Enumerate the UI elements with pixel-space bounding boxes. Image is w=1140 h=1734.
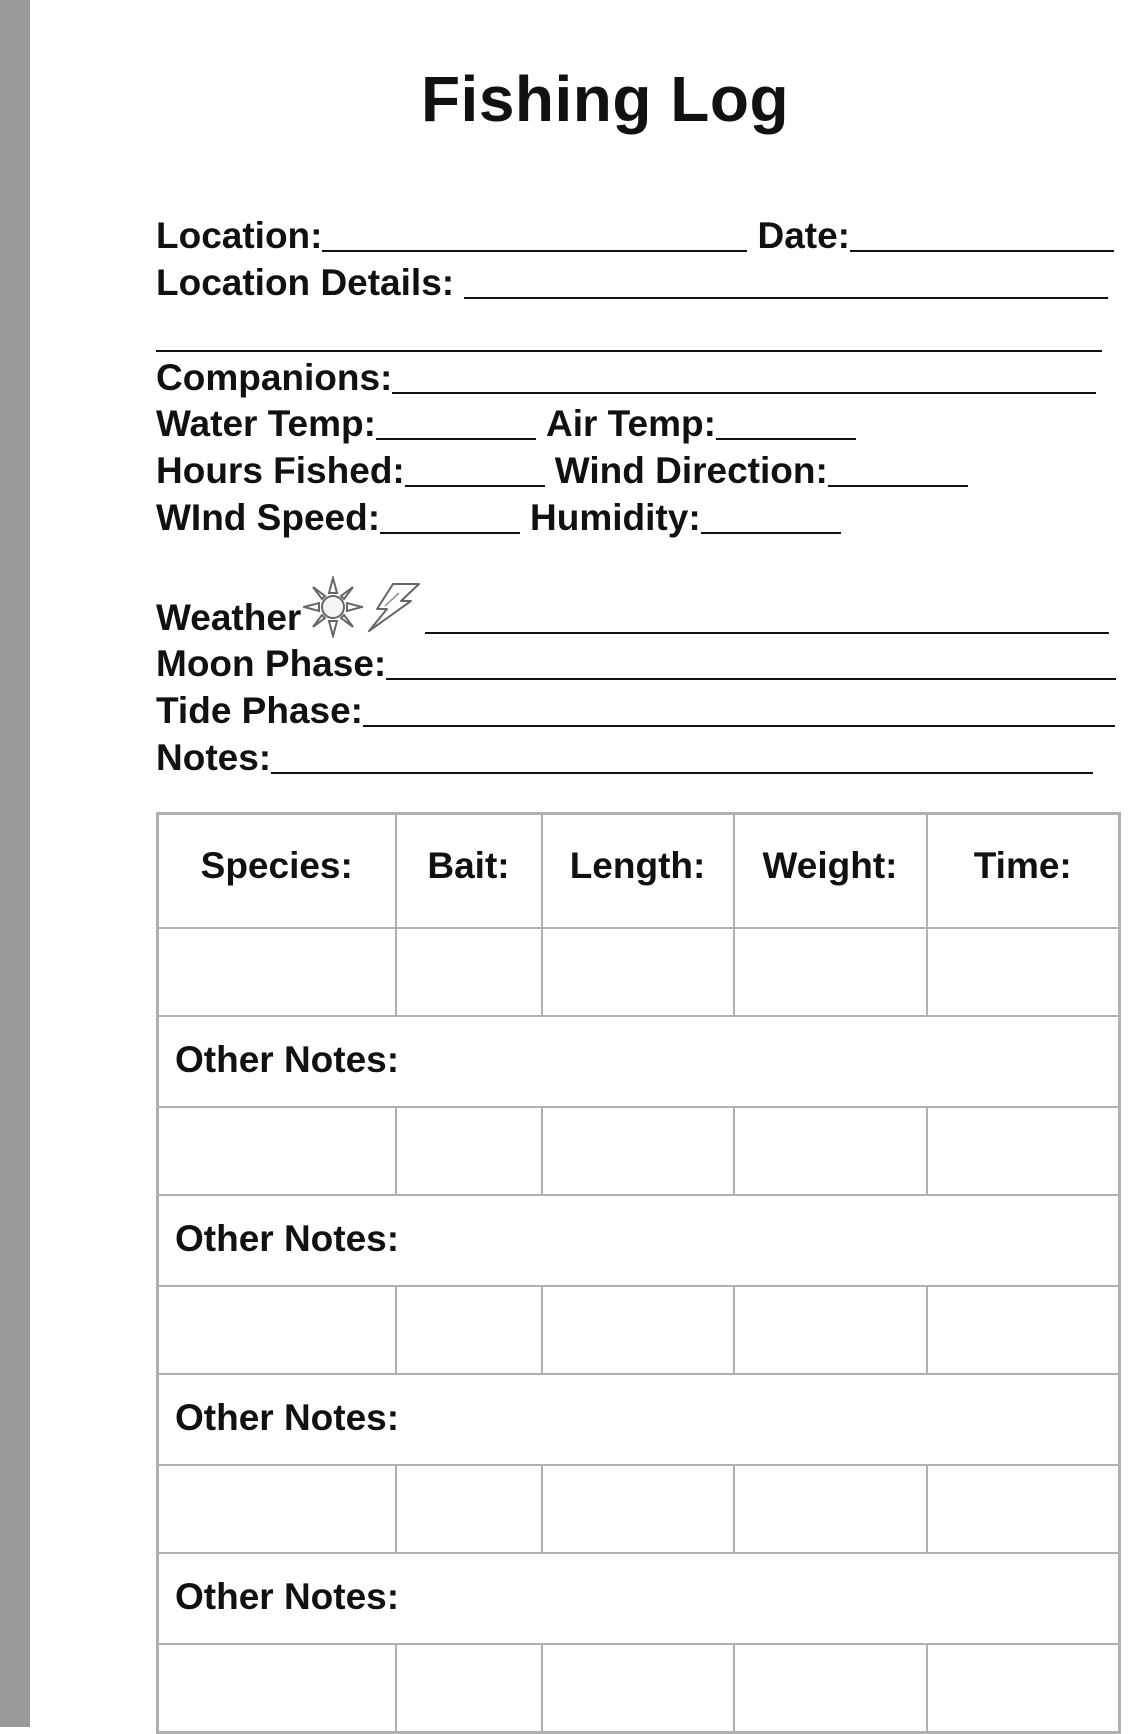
time-cell[interactable] bbox=[927, 1286, 1120, 1374]
date-label: Date: bbox=[757, 215, 851, 256]
wind-direction-label: Wind Direction: bbox=[554, 450, 828, 491]
weight-header: Weight: bbox=[734, 814, 927, 929]
sun-icon bbox=[303, 576, 363, 638]
weight-cell[interactable] bbox=[734, 1644, 927, 1733]
table-row bbox=[158, 928, 1120, 1016]
water-air-temp-row bbox=[156, 400, 856, 444]
table-row bbox=[158, 1286, 1120, 1374]
time-cell[interactable] bbox=[927, 928, 1120, 1016]
tide-phase-label: Tide Phase: bbox=[156, 690, 364, 731]
other-notes-cell[interactable]: Other Notes: bbox=[158, 1374, 1120, 1465]
other-notes-row bbox=[158, 1374, 1120, 1465]
tide-phase-field[interactable] bbox=[363, 691, 1115, 727]
humidity-label: Humidity: bbox=[530, 497, 701, 538]
location-details-label: Location Details: bbox=[156, 262, 455, 303]
location-details-continuation-field[interactable] bbox=[156, 350, 1102, 352]
other-notes-cell[interactable]: Other Notes: bbox=[158, 1195, 1120, 1286]
time-cell[interactable] bbox=[927, 1644, 1120, 1733]
weather-field[interactable] bbox=[425, 598, 1109, 634]
other-notes-cell[interactable]: Other Notes: bbox=[158, 1016, 1120, 1107]
page-margin-bar bbox=[0, 0, 30, 1727]
bait-cell[interactable] bbox=[396, 1286, 542, 1374]
humidity-field[interactable] bbox=[701, 498, 841, 534]
hours-wind-direction-row bbox=[156, 447, 968, 491]
moon-phase-field[interactable] bbox=[386, 644, 1116, 680]
companions-row bbox=[156, 354, 1096, 398]
bait-cell[interactable] bbox=[396, 1465, 542, 1553]
weather-label: Weather bbox=[156, 597, 302, 638]
wind-speed-field[interactable] bbox=[380, 498, 520, 534]
bait-cell[interactable] bbox=[396, 1107, 542, 1195]
other-notes-cell[interactable]: Other Notes: bbox=[158, 1553, 1120, 1644]
weight-cell[interactable] bbox=[734, 1465, 927, 1553]
bait-cell[interactable] bbox=[396, 928, 542, 1016]
lightning-icon bbox=[363, 581, 421, 633]
water-temp-label: Water Temp: bbox=[156, 403, 376, 444]
location-details-field[interactable] bbox=[464, 263, 1108, 299]
time-cell[interactable] bbox=[927, 1465, 1120, 1553]
length-cell[interactable] bbox=[542, 1107, 734, 1195]
table-row bbox=[158, 1644, 1120, 1733]
weight-cell[interactable] bbox=[734, 1286, 927, 1374]
fishing-log-page bbox=[30, 0, 1140, 1727]
species-header: Species: bbox=[158, 814, 396, 929]
time-header: Time: bbox=[927, 814, 1120, 929]
location-field[interactable] bbox=[322, 216, 747, 252]
time-cell[interactable] bbox=[927, 1107, 1120, 1195]
moon-phase-row bbox=[156, 640, 1116, 684]
air-temp-field[interactable] bbox=[716, 404, 856, 440]
length-header: Length: bbox=[542, 814, 734, 929]
table-row bbox=[158, 1107, 1120, 1195]
bait-header: Bait: bbox=[396, 814, 542, 929]
location-label: Location: bbox=[156, 215, 323, 256]
moon-phase-label: Moon Phase: bbox=[156, 643, 387, 684]
table-header-row bbox=[158, 814, 1120, 929]
water-temp-field[interactable] bbox=[376, 404, 536, 440]
length-cell[interactable] bbox=[542, 1286, 734, 1374]
hours-fished-label: Hours Fished: bbox=[156, 450, 405, 491]
length-cell[interactable] bbox=[542, 928, 734, 1016]
species-cell[interactable] bbox=[158, 928, 396, 1016]
species-cell[interactable] bbox=[158, 1107, 396, 1195]
companions-label: Companions: bbox=[156, 357, 393, 398]
hours-fished-field[interactable] bbox=[405, 451, 545, 487]
page-title: Fishing Log bbox=[420, 63, 790, 135]
wind-speed-label: WInd Speed: bbox=[156, 497, 381, 538]
length-cell[interactable] bbox=[542, 1465, 734, 1553]
catch-table bbox=[156, 812, 1121, 1734]
length-cell[interactable] bbox=[542, 1644, 734, 1733]
wind-direction-field[interactable] bbox=[828, 451, 968, 487]
wind-speed-humidity-row bbox=[156, 494, 841, 538]
location-details-row bbox=[156, 259, 1108, 303]
other-notes-row bbox=[158, 1016, 1120, 1107]
location-date-row bbox=[156, 212, 1114, 256]
bait-cell[interactable] bbox=[396, 1644, 542, 1733]
weight-cell[interactable] bbox=[734, 928, 927, 1016]
weight-cell[interactable] bbox=[734, 1107, 927, 1195]
tide-phase-row bbox=[156, 687, 1115, 731]
notes-row bbox=[156, 734, 1093, 778]
other-notes-row bbox=[158, 1553, 1120, 1644]
table-row bbox=[158, 1465, 1120, 1553]
other-notes-row bbox=[158, 1195, 1120, 1286]
species-cell[interactable] bbox=[158, 1286, 396, 1374]
air-temp-label: Air Temp: bbox=[545, 403, 716, 444]
weather-icons bbox=[303, 576, 421, 638]
species-cell[interactable] bbox=[158, 1644, 396, 1733]
notes-label: Notes: bbox=[156, 737, 272, 778]
species-cell[interactable] bbox=[158, 1465, 396, 1553]
notes-field[interactable] bbox=[271, 738, 1093, 774]
weather-row bbox=[156, 578, 1109, 638]
companions-field[interactable] bbox=[392, 358, 1096, 394]
date-field[interactable] bbox=[850, 216, 1114, 252]
